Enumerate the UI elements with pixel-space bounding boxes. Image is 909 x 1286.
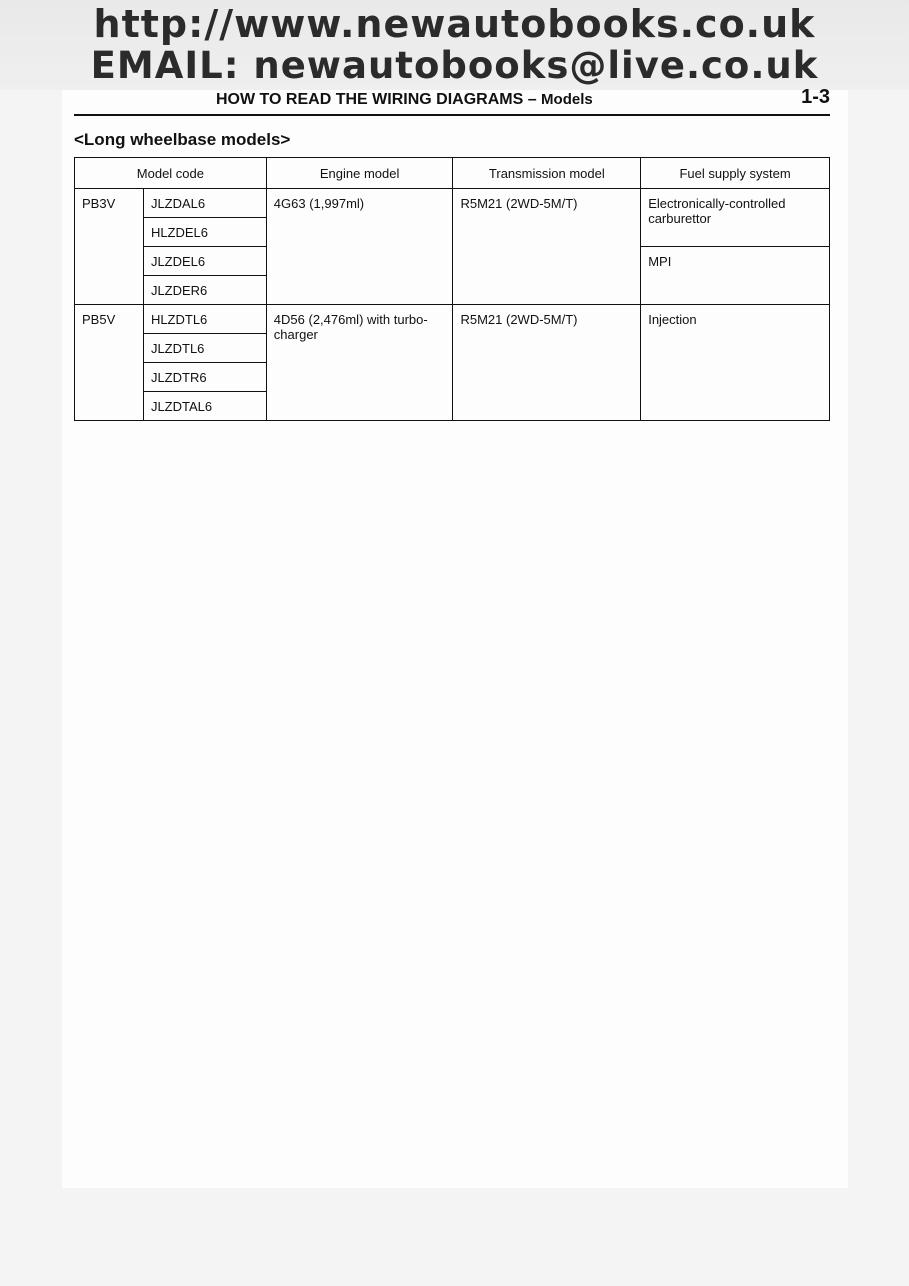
table-row xyxy=(75,305,830,334)
column-header-fuel-supply-system: Fuel supply system xyxy=(641,158,830,189)
column-header-transmission-model: Transmission model xyxy=(453,158,641,189)
header-title-line xyxy=(216,91,593,109)
model-code-cell: JLZDEL6 xyxy=(143,247,266,276)
engine-cell: 4D56 (2,476ml) with turbo-charger xyxy=(266,305,453,421)
model-code-cell: HLZDTL6 xyxy=(143,305,266,334)
section-title: <Long wheelbase models> xyxy=(74,130,291,149)
table-row xyxy=(75,189,830,218)
column-header-model-code: Model code xyxy=(75,158,267,189)
models-table xyxy=(74,157,830,421)
model-code-cell: JLZDTR6 xyxy=(143,363,266,392)
model-code-cell: JLZDAL6 xyxy=(143,189,266,218)
model-code-cell: JLZDER6 xyxy=(143,276,266,305)
column-header-engine-model: Engine model xyxy=(266,158,453,189)
header-title: HOW TO READ THE WIRING DIAGRAMS xyxy=(216,91,524,108)
watermark-email: EMAIL: newautobooks@live.co.uk xyxy=(90,44,819,87)
header-separator: – xyxy=(523,91,542,108)
fuel-cell: MPI xyxy=(641,247,830,305)
model-code-cell: HLZDEL6 xyxy=(143,218,266,247)
fuel-cell: Electronically-controlled carburettor xyxy=(641,189,830,247)
transmission-cell: R5M21 (2WD-5M/T) xyxy=(453,189,641,305)
engine-cell: 4G63 (1,997ml) xyxy=(266,189,453,305)
fuel-cell: Injection xyxy=(641,305,830,421)
model-code-cell: JLZDTAL6 xyxy=(143,392,266,421)
watermark-banner xyxy=(0,0,909,90)
page-number: 1-3 xyxy=(801,86,830,108)
model-cell: PB5V xyxy=(75,305,144,421)
header-subtitle: Models xyxy=(541,91,593,108)
page-header xyxy=(74,88,830,116)
model-code-cell: JLZDTL6 xyxy=(143,334,266,363)
transmission-cell: R5M21 (2WD-5M/T) xyxy=(453,305,641,421)
model-cell: PB3V xyxy=(75,189,144,305)
table-header-row xyxy=(75,158,830,189)
watermark-url: http://www.newautobooks.co.uk xyxy=(93,2,816,46)
